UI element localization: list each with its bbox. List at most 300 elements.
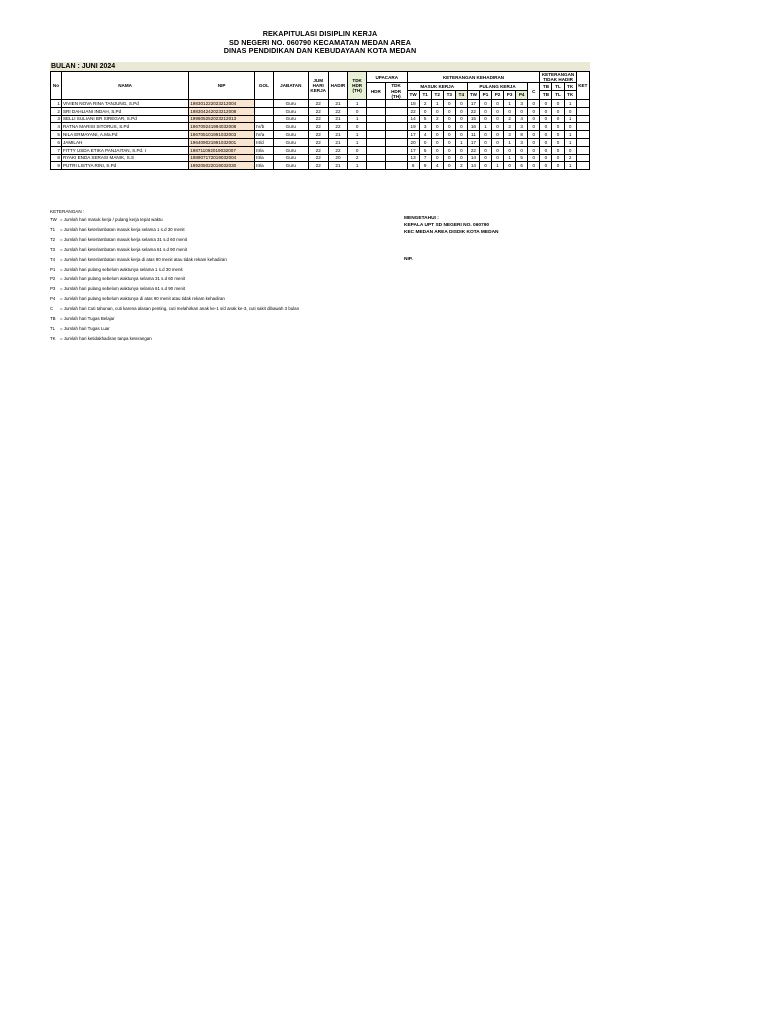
cell-t2: 0: [431, 123, 443, 131]
cell-no: 9: [51, 162, 62, 170]
cell-c: 0: [528, 154, 540, 162]
cell-ptw: 17: [467, 139, 479, 147]
cell-nip: 199205022019032030: [189, 162, 255, 170]
table-row: [51, 131, 590, 139]
legend-text: = Jumlah hari Tugas Luar: [60, 325, 110, 331]
cell-p3: 2: [504, 123, 516, 131]
cell-p3: 1: [504, 154, 516, 162]
cell-no: 8: [51, 154, 62, 162]
legend-item: [50, 304, 410, 314]
agency-name: DINAS PENDIDIKAN DAN KEBUDAYAAN KOTA MEDAN: [223, 46, 417, 56]
cell-tk: 0: [564, 107, 576, 115]
cell-jum: 22: [308, 100, 328, 108]
cell-gol: III/d: [255, 139, 274, 147]
cell-tdk: 0: [348, 123, 367, 131]
cell-t3: 0: [443, 123, 455, 131]
cell-mtw: 19: [407, 123, 419, 131]
cell-p1: 0: [479, 100, 491, 108]
cell-mtw: 17: [407, 131, 419, 139]
cell-c: 0: [528, 131, 540, 139]
cell-p1: 0: [479, 154, 491, 162]
cell-ket: [576, 100, 589, 108]
school-name: SD NEGERI NO. 060790 KECAMATAN MEDAN AREA: [228, 37, 412, 47]
cell-no: 3: [51, 115, 62, 123]
cell-tk: 1: [564, 139, 576, 147]
cell-t2: 4: [431, 162, 443, 170]
cell-tb: 0: [540, 139, 552, 147]
col-t1: T1: [419, 90, 431, 99]
legend-block: [50, 209, 410, 344]
legend-code: P4: [50, 296, 56, 302]
cell-p1: 0: [479, 146, 491, 154]
cell-nama: NILA ERMAYANI, A.Ma.Pd: [61, 131, 188, 139]
cell-tk: 1: [564, 100, 576, 108]
cell-tb: 0: [540, 131, 552, 139]
col-ket: KET: [576, 72, 589, 100]
cell-up-hdr: [366, 154, 385, 162]
cell-jabatan: Guru: [273, 131, 308, 139]
cell-hadir: 22: [328, 146, 348, 154]
legend-list: [50, 215, 410, 344]
cell-p2: 0: [492, 115, 504, 123]
cell-mtw: 22: [407, 107, 419, 115]
legend-code: TL: [50, 325, 56, 331]
cell-jabatan: Guru: [273, 115, 308, 123]
cell-no: 4: [51, 123, 62, 131]
col-nama: NAMA: [61, 72, 188, 100]
col-p2: P2: [492, 90, 504, 99]
cell-up-tdk: [385, 131, 407, 139]
cell-p1: 0: [479, 162, 491, 170]
cell-c: 0: [528, 139, 540, 147]
cell-jum: 22: [308, 162, 328, 170]
cell-t2: 0: [431, 139, 443, 147]
legend-code: T3: [50, 246, 56, 252]
legend-text: = Jumlah hari ketidakhadiran tanpa keterangan: [60, 335, 152, 341]
cell-gol: III/a: [255, 154, 274, 162]
cell-ptw: 14: [467, 154, 479, 162]
col-masuk-kerja: MASUK KERJA: [407, 83, 467, 90]
cell-c: 0: [528, 162, 540, 170]
cell-t3: 0: [443, 107, 455, 115]
cell-gol: [255, 100, 274, 108]
col-keterangan-kehadiran: KETERANGAN KEHADIRAN: [407, 72, 540, 83]
legend-code: T2: [50, 236, 56, 242]
cell-mtw: 6: [407, 162, 419, 170]
legend-item: [50, 274, 410, 284]
cell-up-hdr: [366, 107, 385, 115]
cell-p2: 1: [492, 162, 504, 170]
cell-ket: [576, 123, 589, 131]
cell-ptw: 16: [467, 123, 479, 131]
cell-nama: JAMILAH: [61, 139, 188, 147]
cell-nama: SRI DAHLIANI INDAH, S.Pd: [61, 107, 188, 115]
cell-c: 0: [528, 146, 540, 154]
cell-tb: 0: [540, 154, 552, 162]
col-hadir: HADIR: [328, 72, 348, 100]
cell-p2: 0: [492, 107, 504, 115]
col-tb: TB: [540, 83, 552, 90]
cell-up-hdr: [366, 100, 385, 108]
cell-t4: 0: [455, 146, 467, 154]
cell-p4: 4: [516, 115, 528, 123]
table-row: [51, 154, 590, 162]
cell-nama: RYAKI ENDA SERASI MANIK, S.S: [61, 154, 188, 162]
col-pulang-kerja: PULANG KERJA: [467, 83, 527, 90]
col-upacara-hdr: HDR: [366, 83, 385, 100]
cell-tl: 0: [552, 146, 564, 154]
col-keterangan-tidak-hadir: KETERANGAN TIDAK HADIR: [541, 72, 575, 83]
cell-t4: 2: [455, 162, 467, 170]
cell-nip: 198907172019032004: [189, 154, 255, 162]
cell-t1: 3: [419, 123, 431, 131]
cell-nip: 198304242023212008: [189, 107, 255, 115]
legend-code: P2: [50, 276, 56, 282]
col-tl: TL: [552, 83, 564, 90]
col-no: No: [51, 72, 62, 100]
cell-t3: 0: [443, 115, 455, 123]
legend-code: P3: [50, 286, 56, 292]
cell-nip: 198301222023212004: [189, 100, 255, 108]
cell-p4: 3: [516, 123, 528, 131]
col-pulang-tw: TW: [467, 90, 479, 99]
kepala-label: KEPALA UPT SD NEGERI NO. 060790: [404, 223, 490, 228]
cell-tk: 1: [564, 162, 576, 170]
cell-up-tdk: [385, 146, 407, 154]
cell-t4: 0: [455, 100, 467, 108]
cell-hadir: 21: [328, 139, 348, 147]
legend-text: = Jumlah hari masuk kerja / pulang kerja tepat waktu: [60, 217, 163, 222]
cell-p2: 0: [492, 131, 504, 139]
cell-gol: III/a: [255, 162, 274, 170]
cell-ptw: 22: [467, 107, 479, 115]
legend-text: = Jumlah hari pulang sebelum waktunya selama 31 s.d 60 menit: [60, 276, 186, 282]
cell-t1: 2: [419, 100, 431, 108]
legend-item: [50, 235, 410, 245]
cell-gol: III/a: [255, 146, 274, 154]
nip-label: NIP.: [404, 257, 413, 262]
legend-item: [50, 225, 410, 235]
cell-t1: 5: [419, 115, 431, 123]
cell-ptw: 15: [467, 115, 479, 123]
cell-ket: [576, 162, 589, 170]
col-tk: TK: [564, 83, 576, 90]
cell-tl: 0: [552, 162, 564, 170]
cell-tl: 0: [552, 123, 564, 131]
cell-mtw: 13: [407, 154, 419, 162]
cell-t2: 0: [431, 154, 443, 162]
cell-t3: 0: [443, 131, 455, 139]
cell-tdk: 2: [348, 154, 367, 162]
cell-p1: 0: [479, 115, 491, 123]
cell-up-tdk: [385, 123, 407, 131]
cell-hadir: 22: [328, 123, 348, 131]
cell-ket: [576, 131, 589, 139]
cell-p1: 0: [479, 107, 491, 115]
cell-t4: 0: [455, 131, 467, 139]
cell-t4: 0: [455, 115, 467, 123]
cell-tk: 0: [564, 123, 576, 131]
cell-t1: 0: [419, 139, 431, 147]
cell-tdk: 0: [348, 146, 367, 154]
col-p1: P1: [479, 90, 491, 99]
legend-item: [50, 294, 410, 304]
table-row: [51, 146, 590, 154]
legend-code: T4: [50, 256, 56, 262]
cell-nama: RATNA MARISI SITORUS, S.Pd: [61, 123, 188, 131]
cell-t2: 2: [431, 115, 443, 123]
cell-nip: 196709241994032008: [189, 123, 255, 131]
cell-ket: [576, 146, 589, 154]
cell-t2: 0: [431, 146, 443, 154]
col-t4: T4: [455, 90, 467, 99]
cell-tl: 0: [552, 107, 564, 115]
legend-text: = Jumlah hari pulang sebelum waktunya di atas 90 menit atau tidak rekam kehadiran: [60, 296, 225, 302]
cell-c: 0: [528, 100, 540, 108]
legend-code: P1: [50, 266, 56, 272]
cell-nama: VIVIEN NOVA RINA TANJUNG, S.Pd: [61, 100, 188, 108]
cell-nip: 196409021991032001: [189, 139, 255, 147]
attendance-table: [50, 71, 590, 170]
cell-c: 0: [528, 123, 540, 131]
cell-hadir: 21: [328, 162, 348, 170]
cell-t3: 0: [443, 100, 455, 108]
col-t3: T3: [443, 90, 455, 99]
legend-item: [50, 324, 410, 334]
cell-hadir: 21: [328, 115, 348, 123]
cell-p3: 0: [504, 162, 516, 170]
cell-ptw: 14: [467, 162, 479, 170]
legend-item: [50, 314, 410, 324]
legend-text: = Jumlah hari keterlambatan masuk kerja selama 61 s.d 90 menit: [60, 246, 188, 252]
col-upacara: UPACARA: [366, 72, 407, 83]
col-gol: GOL: [255, 72, 274, 100]
cell-jum: 22: [308, 131, 328, 139]
cell-t3: 0: [443, 162, 455, 170]
cell-jabatan: Guru: [273, 139, 308, 147]
cell-tdk: 1: [348, 162, 367, 170]
month-label: BULAN : JUNI 2024: [50, 62, 590, 71]
col-p4: P4: [516, 90, 528, 99]
cell-t1: 4: [419, 131, 431, 139]
legend-text: = Jumlah hari keterlambatan masuk kerja selama 1 s.d 30 menit: [60, 226, 185, 232]
legend-item: [50, 334, 410, 344]
table-row: [51, 162, 590, 170]
cell-tk: 1: [564, 115, 576, 123]
cell-ptw: 17: [467, 100, 479, 108]
cell-tl: 0: [552, 131, 564, 139]
cell-up-hdr: [366, 123, 385, 131]
cell-t3: 0: [443, 154, 455, 162]
cell-tl: 0: [552, 139, 564, 147]
col-tdk-hdr: TDK HDR (TH): [348, 72, 367, 100]
table-row: [51, 115, 590, 123]
cell-tdk: 1: [348, 115, 367, 123]
cell-jum: 22: [308, 123, 328, 131]
cell-t3: 0: [443, 139, 455, 147]
col-jum-hari-kerja: JUM HARI KERJA: [308, 72, 328, 100]
cell-no: 1: [51, 100, 62, 108]
legend-code: TK: [50, 335, 56, 341]
cell-ket: [576, 154, 589, 162]
table-row: [51, 139, 590, 147]
cell-up-hdr: [366, 139, 385, 147]
cell-up-tdk: [385, 162, 407, 170]
col-upacara-tdk: TDK HDR (TH): [385, 83, 407, 100]
cell-jabatan: Guru: [273, 162, 308, 170]
cell-c: 0: [528, 115, 540, 123]
legend-text: = Jumlah hari pulang sebelum waktunya selama 1 s.d 30 menit: [60, 266, 183, 272]
cell-p3: 2: [504, 115, 516, 123]
mengetahui-label: MENGETAHUI :: [404, 216, 439, 221]
cell-tdk: 1: [348, 100, 367, 108]
col-c: C: [528, 83, 540, 100]
cell-up-tdk: [385, 100, 407, 108]
cell-tb: 0: [540, 107, 552, 115]
cell-up-hdr: [366, 131, 385, 139]
col-masuk-tw: TW: [407, 90, 419, 99]
cell-jabatan: Guru: [273, 146, 308, 154]
cell-jum: 22: [308, 146, 328, 154]
cell-up-tdk: [385, 107, 407, 115]
cell-p4: 3: [516, 139, 528, 147]
cell-p1: 0: [479, 131, 491, 139]
cell-mtw: 14: [407, 115, 419, 123]
signature-block: [404, 215, 604, 263]
cell-nama: PUTRI LISTYA RINI, S.Pd: [61, 162, 188, 170]
cell-hadir: 21: [328, 100, 348, 108]
cell-gol: [255, 107, 274, 115]
report-title-block: [50, 30, 590, 56]
legend-code: TB: [50, 316, 56, 322]
cell-hadir: 21: [328, 131, 348, 139]
table-row: [51, 123, 590, 131]
cell-p2: 0: [492, 123, 504, 131]
cell-c: 0: [528, 107, 540, 115]
cell-no: 5: [51, 131, 62, 139]
cell-tk: 1: [564, 131, 576, 139]
col-p3: P3: [504, 90, 516, 99]
cell-no: 6: [51, 139, 62, 147]
cell-mtw: 18: [407, 100, 419, 108]
cell-tk: 2: [564, 154, 576, 162]
cell-t1: 0: [419, 107, 431, 115]
cell-up-hdr: [366, 162, 385, 170]
cell-p4: 8: [516, 131, 528, 139]
cell-t4: 0: [455, 154, 467, 162]
cell-tdk: 1: [348, 139, 367, 147]
col-nip: NIP: [189, 72, 255, 100]
cell-tk: 0: [564, 146, 576, 154]
cell-jabatan: Guru: [273, 100, 308, 108]
cell-ket: [576, 115, 589, 123]
cell-tb: 0: [540, 162, 552, 170]
cell-t1: 9: [419, 162, 431, 170]
cell-p3: 0: [504, 107, 516, 115]
cell-p2: 0: [492, 146, 504, 154]
cell-p3: 1: [504, 100, 516, 108]
legend-text: = Jumlah hari Cuti tahunan, cuti karena alasan penting, cuti melahirkan anak ke-1 s/d anak ke-3, cuti sakit dibawah 3 bulan: [60, 306, 300, 312]
cell-ptw: 11: [467, 131, 479, 139]
cell-ptw: 22: [467, 146, 479, 154]
cell-jabatan: Guru: [273, 107, 308, 115]
cell-t4: 1: [455, 139, 467, 147]
legend-code: T1: [50, 226, 56, 232]
cell-mtw: 17: [407, 146, 419, 154]
cell-t4: 0: [455, 123, 467, 131]
cell-tl: 0: [552, 154, 564, 162]
cell-jum: 22: [308, 154, 328, 162]
cell-p4: 6: [516, 162, 528, 170]
cell-tb: 0: [540, 146, 552, 154]
cell-p4: 3: [516, 100, 528, 108]
legend-text: = Jumlah hari Tugas Belajar: [60, 316, 115, 322]
cell-p2: 0: [492, 100, 504, 108]
cell-jabatan: Guru: [273, 154, 308, 162]
col-tl-sub: TL: [552, 90, 564, 99]
cell-tb: 0: [540, 115, 552, 123]
cell-p1: 1: [479, 123, 491, 131]
cell-nip: 199605252023212013: [189, 115, 255, 123]
cell-t2: 0: [431, 131, 443, 139]
cell-mtw: 20: [407, 139, 419, 147]
kec-label: KEC MEDAN AREA DISDIK KOTA MEDAN: [404, 230, 499, 235]
legend-code: TW: [50, 217, 57, 222]
cell-hadir: 22: [328, 107, 348, 115]
table-body: [51, 100, 590, 170]
cell-p3: 0: [504, 146, 516, 154]
cell-no: 2: [51, 107, 62, 115]
legend-item: [50, 265, 410, 275]
cell-no: 7: [51, 146, 62, 154]
legend-label: KETERANGAN :: [50, 209, 85, 214]
report-title: REKAPITULASI DISIPLIN KERJA: [262, 29, 378, 38]
cell-p3: 2: [504, 131, 516, 139]
legend-text: = Jumlah hari pulang sebelum waktunya selama 61 s.d 90 menit: [60, 286, 186, 292]
cell-p4: 0: [516, 146, 528, 154]
cell-t1: 7: [419, 154, 431, 162]
cell-up-tdk: [385, 154, 407, 162]
cell-t3: 0: [443, 146, 455, 154]
col-jabatan: JABATAN: [273, 72, 308, 100]
cell-tdk: 1: [348, 131, 367, 139]
cell-gol: [255, 115, 274, 123]
cell-p3: 1: [504, 139, 516, 147]
cell-gol: IV/a: [255, 131, 274, 139]
cell-up-tdk: [385, 139, 407, 147]
cell-nip: 196705101991032003: [189, 131, 255, 139]
cell-tdk: 0: [348, 107, 367, 115]
cell-tl: 0: [552, 115, 564, 123]
legend-item: [50, 215, 410, 225]
legend-item: [50, 284, 410, 294]
cell-p2: 0: [492, 139, 504, 147]
cell-up-hdr: [366, 115, 385, 123]
col-tk-sub: TK: [564, 90, 576, 99]
cell-p4: 5: [516, 154, 528, 162]
table-row: [51, 107, 590, 115]
cell-p2: 0: [492, 154, 504, 162]
cell-up-hdr: [366, 146, 385, 154]
cell-jabatan: Guru: [273, 123, 308, 131]
cell-p1: 0: [479, 139, 491, 147]
cell-up-tdk: [385, 115, 407, 123]
cell-gol: IV/b: [255, 123, 274, 131]
cell-jum: 22: [308, 115, 328, 123]
cell-jum: 22: [308, 139, 328, 147]
cell-t2: 0: [431, 107, 443, 115]
legend-code: C: [50, 306, 54, 312]
